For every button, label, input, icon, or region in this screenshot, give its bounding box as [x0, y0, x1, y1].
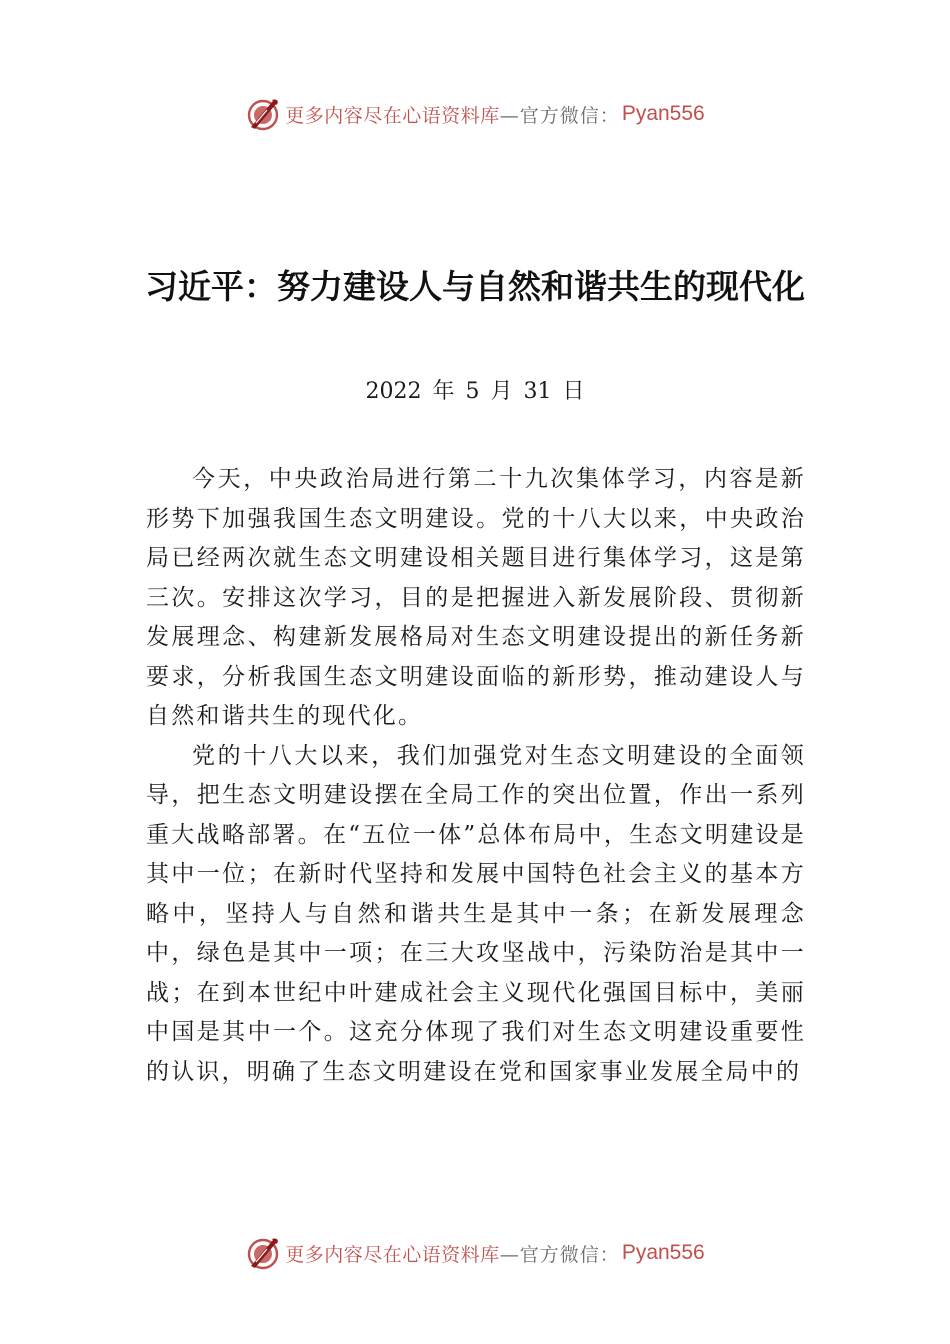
banner-wechat-label: —官方微信： [499, 1243, 620, 1266]
banner-wechat-label: —官方微信： [499, 104, 620, 127]
article-title: 习近平：努力建设人与自然和谐共生的现代化 [145, 267, 805, 306]
article-date: 2022 年 5 月 31 日 [365, 379, 585, 404]
footer-banner [0, 1233, 950, 1273]
banner-wechat-id: Pyan556 [621, 102, 705, 125]
article-paragraph: 党的十八大以来，我们加强党对生态文明建设的全面领导，把生态文明建设摆在全局工作的突出位置，作出一系列重大战略部署。在“五位一体”总体布局中，生态文明建设是其中一位；在新时代坚持和发展中国特色社会主义的基本方略中，坚持人与自然和谐共生是其中一条；在新发展理念中，绿色是其中一项；在三大攻坚战中，污染防治是其中一战；在到本世纪中叶建成社会主义现代化强国目标中，美丽中国是其中一个。这充分体现了我们对生态文明建设重要性的认识，明确了生态文明建设在党和国家事业发展全局中的 [146, 742, 806, 1085]
banner-tagline: 更多内容尽在心语资料库 [285, 1243, 500, 1266]
article-body [146, 460, 806, 1092]
banner-tagline: 更多内容尽在心语资料库 [285, 104, 500, 127]
quill-pen-logo-icon [245, 96, 281, 132]
article-paragraph: 今天，中央政治局进行第二十九次集体学习，内容是新形势下加强我国生态文明建设。党的十八大以来，中央政治局已经两次就生态文明建设相关题目进行集体学习，这是第三次。安排这次学习，目的是把握进入新发展阶段、贯彻新发展理念、构建新发展格局对生态文明建设提出的新任务新要求，分析我国生态文明建设面临的新形势，推动建设人与自然和谐共生的现代化。 [146, 466, 806, 729]
header-banner [0, 94, 950, 134]
banner-wechat-id: Pyan556 [621, 1241, 705, 1264]
quill-pen-logo-icon [245, 1235, 281, 1271]
